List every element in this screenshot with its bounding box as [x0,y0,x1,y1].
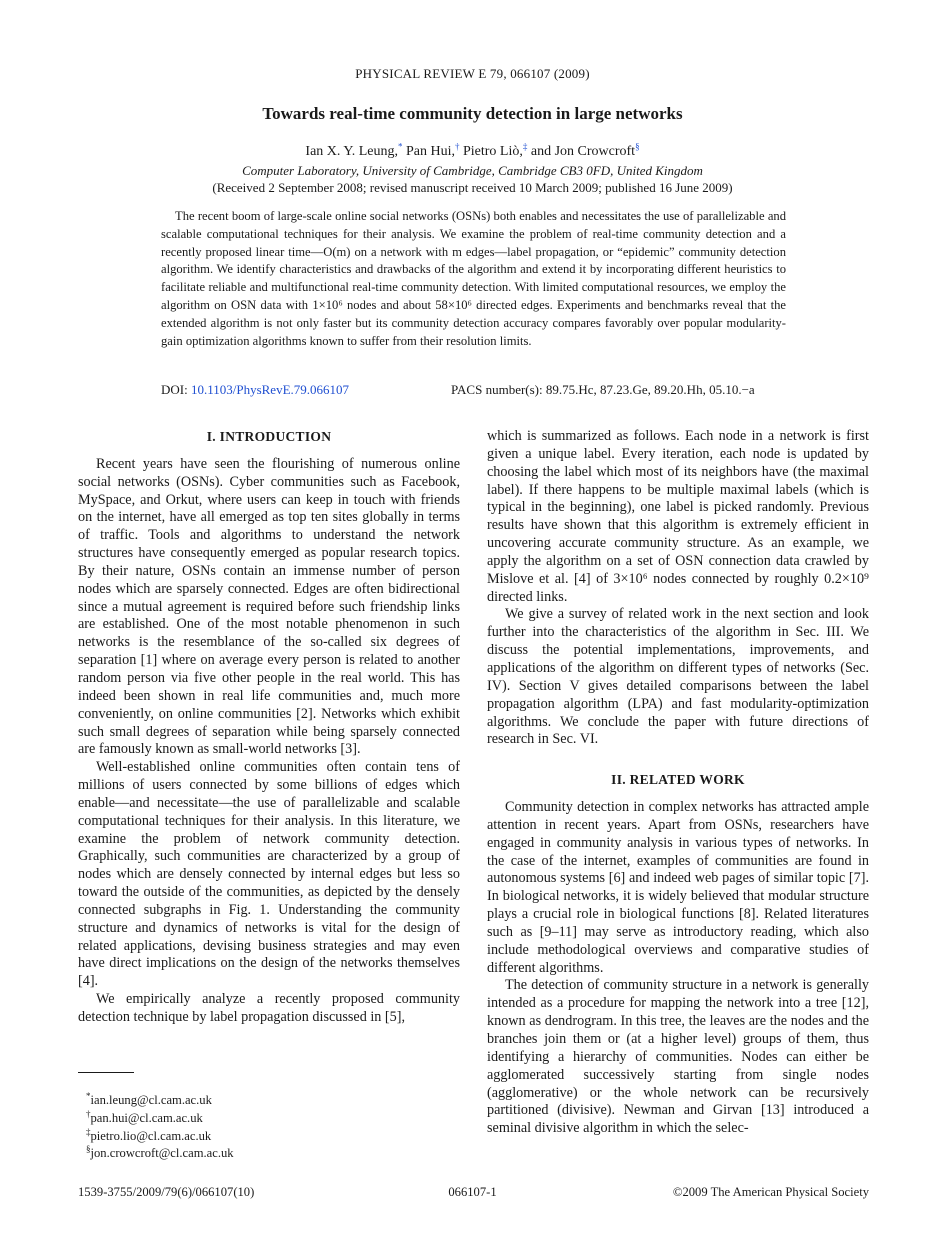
right-column [487,428,869,1138]
footnote-email[interactable]: pan.hui@cl.cam.ac.uk [90,1110,203,1125]
affiliation: Computer Laboratory, University of Cambridge, Cambridge CB3 0FD, United Kingdom [242,163,703,178]
doi-link[interactable]: 10.1103/PhysRevE.79.066107 [190,382,350,397]
paper-title: Towards real-time community detection in large networks [262,104,683,123]
footnote-mark: * [86,1090,91,1101]
footnote-mark: § [86,1144,91,1155]
paragraph: We give a survey of related work in the next section and look further into the characteristics of the algorithm in Sec. III. We discuss the potential implementations, improvements, and applications of the algorithm on different types of networks (Sec. IV). Section V gives detailed comparisons between the label propagation algorithm (LPA) and fast modularity-optimization algorithms. We conclude the paper with future directions of research in Sec. VI. [487,606,869,748]
author-name: Ian X. Y. Leung, [305,144,398,159]
pacs-numbers: PACS number(s): 89.75.Hc, 87.23.Ge, 89.20.Hh, 05.10.−a [451,382,755,397]
author-footnote-link[interactable]: § [635,141,640,152]
paragraph: Recent years have seen the flourishing of numerous online social networks (OSNs). Cyber communities such as Facebook, MySpace, and Orkut, where users can keep in touch with friends on the internet, have all emerged as top ten sites globally in terms of traffic. Tools and algorithms to understand the network structures have consequently emerged as popular research topics. By their nature, OSNs contain an immense number of person nodes which are sparsely connected. Edges are often bidirectional since a mutual agreement is required before such friendship links are established. One of the most notable phenomenon in such networks is the resemblance of the so-called six degrees of separation [1] where on average every person is related to another random person via five other people in the real world. This has indeed been shown in real life communities and, much more conveniently, on online communities [2]. Networks which exhibit such small degrees of separation while being sparsely connected are famously known as small-world networks [3]. [78,455,460,758]
left-column [78,428,460,1027]
footnote [86,1110,234,1128]
footnote [86,1092,234,1110]
footnote-mark: ‡ [86,1126,91,1137]
paragraph: Well-established online communities often contain tens of millions of users connected by some billions of edges which enable—and necessitate—the use of parallelizable and scalable computational techniques for their analysis. In this literature, we examine the problem of network community detection. Graphically, such communities are characterized by a group of nodes which are densely connected by internal edges but less so toward the outside of the communities, as depicted by the densely connected subgraphs in Fig. 1. Understanding the community structure and dynamics of networks is vital for the design of related applications, devising business strategies and may even have direct implications on the design of the networks themselves [4]. [78,759,460,990]
author-name: and Jon Crowcroft [530,144,636,159]
doi-label: DOI: [161,382,188,397]
author-name: Pietro Liò, [462,144,523,159]
paragraph: which is summarized as follows. Each node in a network is first given a unique label. Every iteration, each node is updated by choosing the label which most of its neighbors have (the maximal label). If there happens to be multiple maximal labels (which is typical in the beginning), one label is picked randomly. Previous results have shown that this algorithm is extremely efficient in uncovering accurate community structure. As an example, we apply the algorithm on a set of OSN connection data crawled by Mislove et al. [4] of 3×10⁶ nodes connected by roughly 0.2×10⁹ directed links. [487,428,869,605]
footnotes [86,1092,234,1163]
footnote-divider [78,1072,134,1073]
footnote-email[interactable]: jon.crowcroft@cl.cam.ac.uk [90,1146,234,1161]
copyright: ©2009 The American Physical Society [672,1185,869,1199]
footnote-email[interactable]: ian.leung@cl.cam.ac.uk [90,1093,212,1107]
footnote-email[interactable]: pietro.lio@cl.cam.ac.uk [90,1128,212,1143]
running-head: PHYSICAL REVIEW E 79, 066107 (2009) [355,66,590,81]
paragraph: Community detection in complex networks has attracted ample attention in recent years. Apart from OSNs, researchers have engaged in community analysis in various types of networks. In the case of the internet, examples of communities are found in autonomous systems [6] and indeed web pages of similar topic [7]. In biological networks, it is widely believed that modular structure plays a crucial role in biological functions [8]. Related literatures such as [9–11] may serve as introductory reading, which also include methodological overviews and comparative studies of different algorithms. [487,799,869,976]
doi-line [161,382,349,398]
author-list [0,141,945,160]
abstract: The recent boom of large-scale online social networks (OSNs) both enables and necessitates the use of parallelizable and scalable computational techniques for their analysis. We examine the problem of real-time community detection and a recently proposed linear time—O(m) on a network with m edges—label propagation, or “epidemic” community detection algorithm. We identify characteristics and drawbacks of the algorithm and extend it by incorporating different heuristics to facilitate reliable and multifunctional real-time community detection. With limited computational resources, we employ the algorithm on OSN data with 1×10⁶ nodes and about 58×10⁶ directed edges. Experiments and benchmarks reveal that the extended algorithm is not only faster but its community detection accuracy compares favorably over popular modularity-gain optimization algorithms known to suffer from their resolution limits. [161,209,786,348]
section-heading-related-work: II. RELATED WORK [611,772,745,788]
author-footnote-link[interactable]: * [397,141,403,152]
author-name: Pan Hui, [405,144,455,159]
received-dates: (Received 2 September 2008; revised manuscript received 10 March 2009; published 16 June 2009) [212,180,733,195]
author-footnote-link[interactable]: † [454,141,460,152]
section-heading-introduction: I. INTRODUCTION [206,429,332,444]
footnote [86,1128,234,1146]
page-number: 066107-1 [448,1185,497,1199]
paragraph: The detection of community structure in a network is generally intended as a procedure for mapping the network into a tree [12], known as dendrogram. In this tree, the leaves are the nodes and the branches join them or (at a higher level) groups of them, thus identifying a hierarchy of communities. Nodes can either be agglomerated successively starting from single nodes (agglomerative) or the whole network can be recursively partitioned (divisive). Newman and Girvan [13] introduced a seminal divisive algorithm in which the selec- [487,977,869,1137]
footnote-mark: † [86,1108,91,1119]
footnote [86,1145,234,1163]
author-footnote-link[interactable]: ‡ [522,141,528,152]
footer-identifier: 1539-3755/2009/79(6)/066107(10) [78,1185,255,1199]
paragraph: We empirically analyze a recently proposed community detection technique by label propagation discussed in [5], [78,991,460,1025]
